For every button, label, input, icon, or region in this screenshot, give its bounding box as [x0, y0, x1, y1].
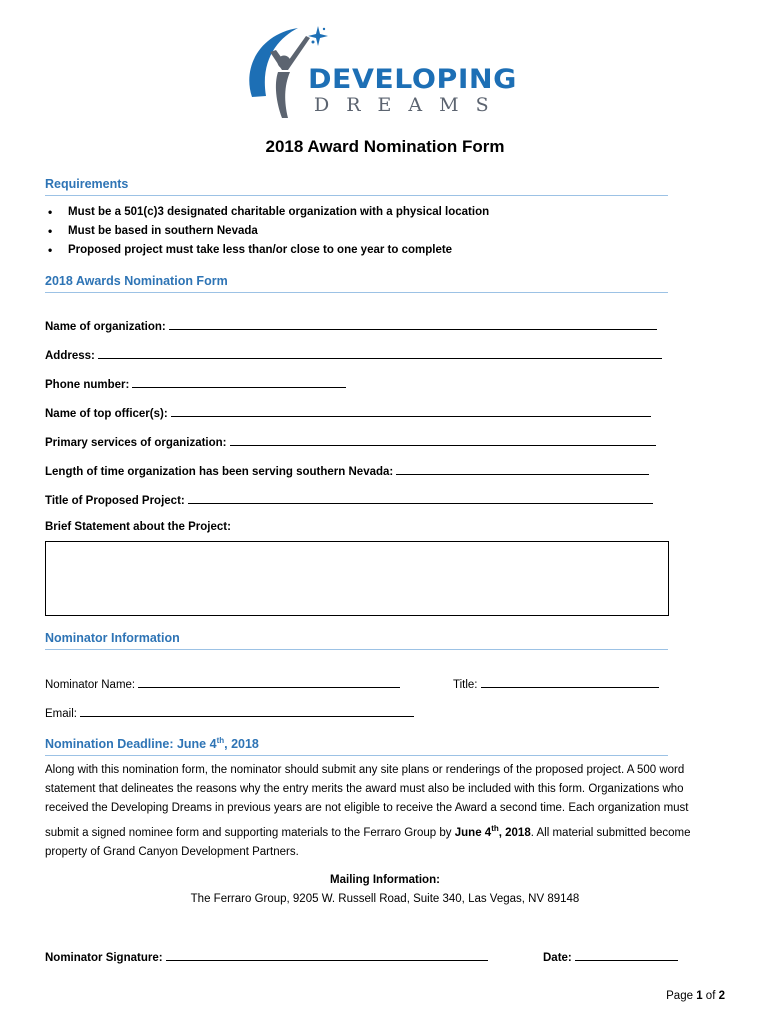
nominator-title-input[interactable] [481, 676, 659, 688]
requirements-list [45, 203, 489, 260]
field-label: Address: [45, 350, 95, 362]
deadline-heading [45, 736, 668, 756]
of-word: of [705, 990, 716, 1002]
nominator-email-field [45, 705, 414, 720]
date-field [543, 949, 678, 964]
list-item: • Must be a 501(c)3 designated charitable organization with a physical location [45, 203, 489, 222]
page-title: 2018 Award Nomination Form [265, 137, 505, 156]
deadline-date-year: , 2018 [498, 826, 531, 839]
signature-input[interactable] [166, 949, 488, 961]
deadline-heading-year: , 2018 [224, 737, 259, 752]
page-word: Page [666, 990, 693, 1002]
deadline-heading-text: Nomination Deadline: June 4 [45, 737, 217, 752]
list-item: • Proposed project must take less than/or close to one year to complete [45, 241, 489, 260]
address-field [45, 347, 662, 362]
project-title-field [45, 492, 653, 507]
field-label: Name of organization: [45, 321, 166, 333]
length-of-service-field [45, 463, 649, 478]
field-label: Length of time organization has been serving southern Nevada: [45, 466, 394, 478]
developing-dreams-logo [240, 22, 530, 122]
phone-field [45, 376, 346, 391]
logo-text-dreams: DREAMS [314, 94, 506, 116]
field-label: Nominator Signature: [45, 952, 163, 964]
primary-services-input[interactable] [230, 434, 656, 446]
awards-form-heading: 2018 Awards Nomination Form [45, 274, 668, 293]
field-label: Primary services of organization: [45, 437, 227, 449]
phone-input[interactable] [132, 376, 346, 388]
signature-field [45, 949, 488, 964]
top-officer-input[interactable] [171, 405, 651, 417]
deadline-paragraph [45, 761, 725, 862]
address-input[interactable] [98, 347, 662, 359]
nominator-name-input[interactable] [138, 676, 400, 688]
field-label: Name of top officer(s): [45, 408, 168, 420]
deadline-date-sup: th [491, 823, 499, 833]
nominator-name-field [45, 676, 400, 691]
deadline-heading-sup: th [216, 736, 225, 745]
organization-name-field [45, 318, 657, 333]
field-label: Title of Proposed Project: [45, 495, 185, 507]
page-current: 1 [696, 990, 703, 1002]
mailing-label: Mailing Information: [330, 874, 440, 886]
nominator-email-input[interactable] [80, 705, 414, 717]
field-label: Phone number: [45, 379, 130, 391]
statement-textarea[interactable] [45, 541, 669, 616]
organization-name-input[interactable] [169, 318, 657, 330]
date-input[interactable] [575, 949, 678, 961]
requirements-heading: Requirements [45, 177, 668, 196]
mailing-address: The Ferraro Group, 9205 W. Russell Road, Suite 340, Las Vegas, NV 89148 [190, 893, 580, 905]
logo-text-developing: DEVELOPING [308, 64, 517, 95]
field-label: Title: [453, 679, 478, 691]
length-of-service-input[interactable] [396, 463, 649, 475]
top-officer-field [45, 405, 651, 420]
nominator-title-field [453, 676, 659, 691]
primary-services-field [45, 434, 656, 449]
deadline-text: Along with this nomination form, the nominator should submit any site plans or renderings of the proposed project. A 500 word statement that delineates the reasons why the entry merits the award must also be included with this form. Organizations who received the Developing Dreams in previous years are not eligible to receive the Award a second time. Each organization must submit a signed nominee form and supporting materials to the Ferraro Group by [45, 764, 689, 839]
field-label: Nominator Name: [45, 679, 136, 691]
list-item: • Must be based in southern Nevada [45, 222, 489, 241]
statement-label: Brief Statement about the Project: [45, 521, 231, 533]
deadline-date: June 4 [454, 826, 492, 839]
deadline-text-end: . All material submitted become property of Grand Canyon Development Partners. [45, 826, 691, 858]
page-number [666, 990, 725, 1002]
project-title-input[interactable] [188, 492, 653, 504]
field-label: Date: [543, 952, 572, 964]
nominator-heading: Nominator Information [45, 631, 668, 650]
page-total: 2 [718, 990, 725, 1002]
field-label: Email: [45, 708, 77, 720]
